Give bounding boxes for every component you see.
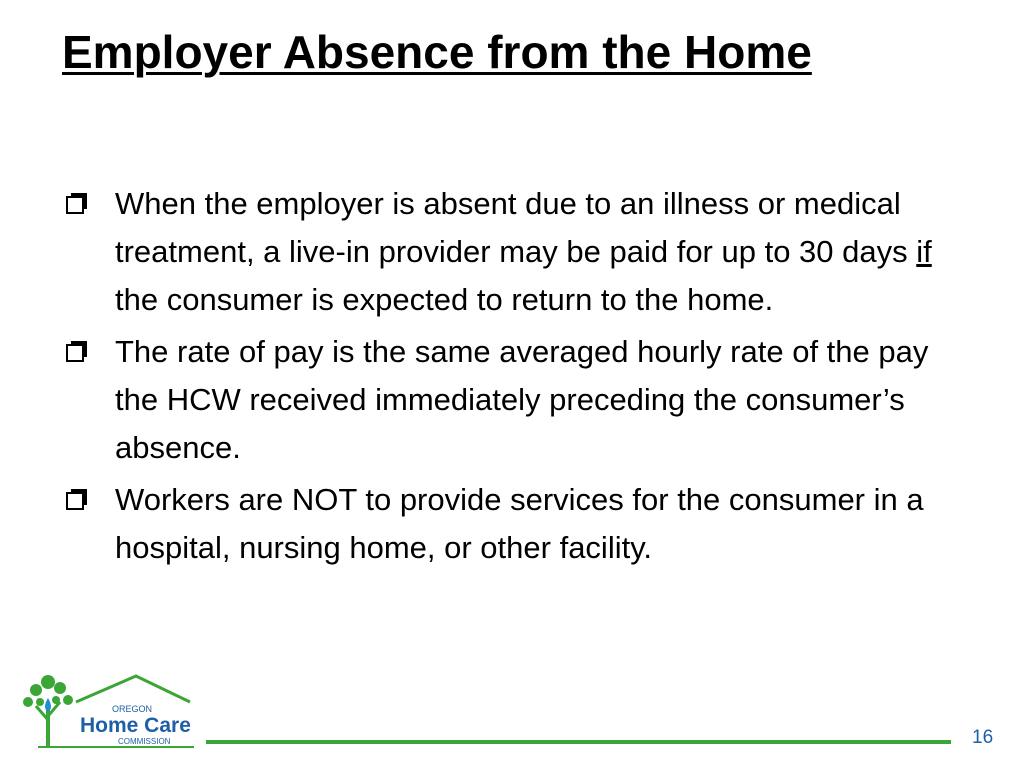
bullet-text-1b: the consumer is expected to return to the home. [115,282,774,317]
slide-number: 16 [972,727,994,748]
hollow-square-bullet-icon [66,340,88,362]
hollow-square-bullet-icon [66,488,88,510]
logo-text-oregon: OREGON [112,704,153,714]
bullet-item-3 [62,476,952,572]
bullet-item-1 [62,180,952,324]
hollow-square-bullet-icon [66,192,88,214]
bullet-text-2: The rate of pay is the same averaged hourly rate of the pay the HCW received immediately preceding the consumer’s absence. [115,334,929,465]
bullet-item-2 [62,328,952,472]
logo-text-commission: COMMISSION [118,737,171,746]
oregon-home-care-commission-logo [18,668,200,750]
slide-title: Employer Absence from the Home [62,26,812,78]
bullet-emphasis-if: if [916,234,932,269]
bullet-text-1a: When the employer is absent due to an illness or medical treatment, a live-in provider may be paid for up to 30 days [115,186,917,269]
bullet-list [62,180,952,576]
bullet-text-3: Workers are NOT to provide services for the consumer in a hospital, nursing home, or other facility. [115,482,924,565]
logo-text-home-care: Home Care [80,714,191,737]
footer-divider [206,740,951,744]
